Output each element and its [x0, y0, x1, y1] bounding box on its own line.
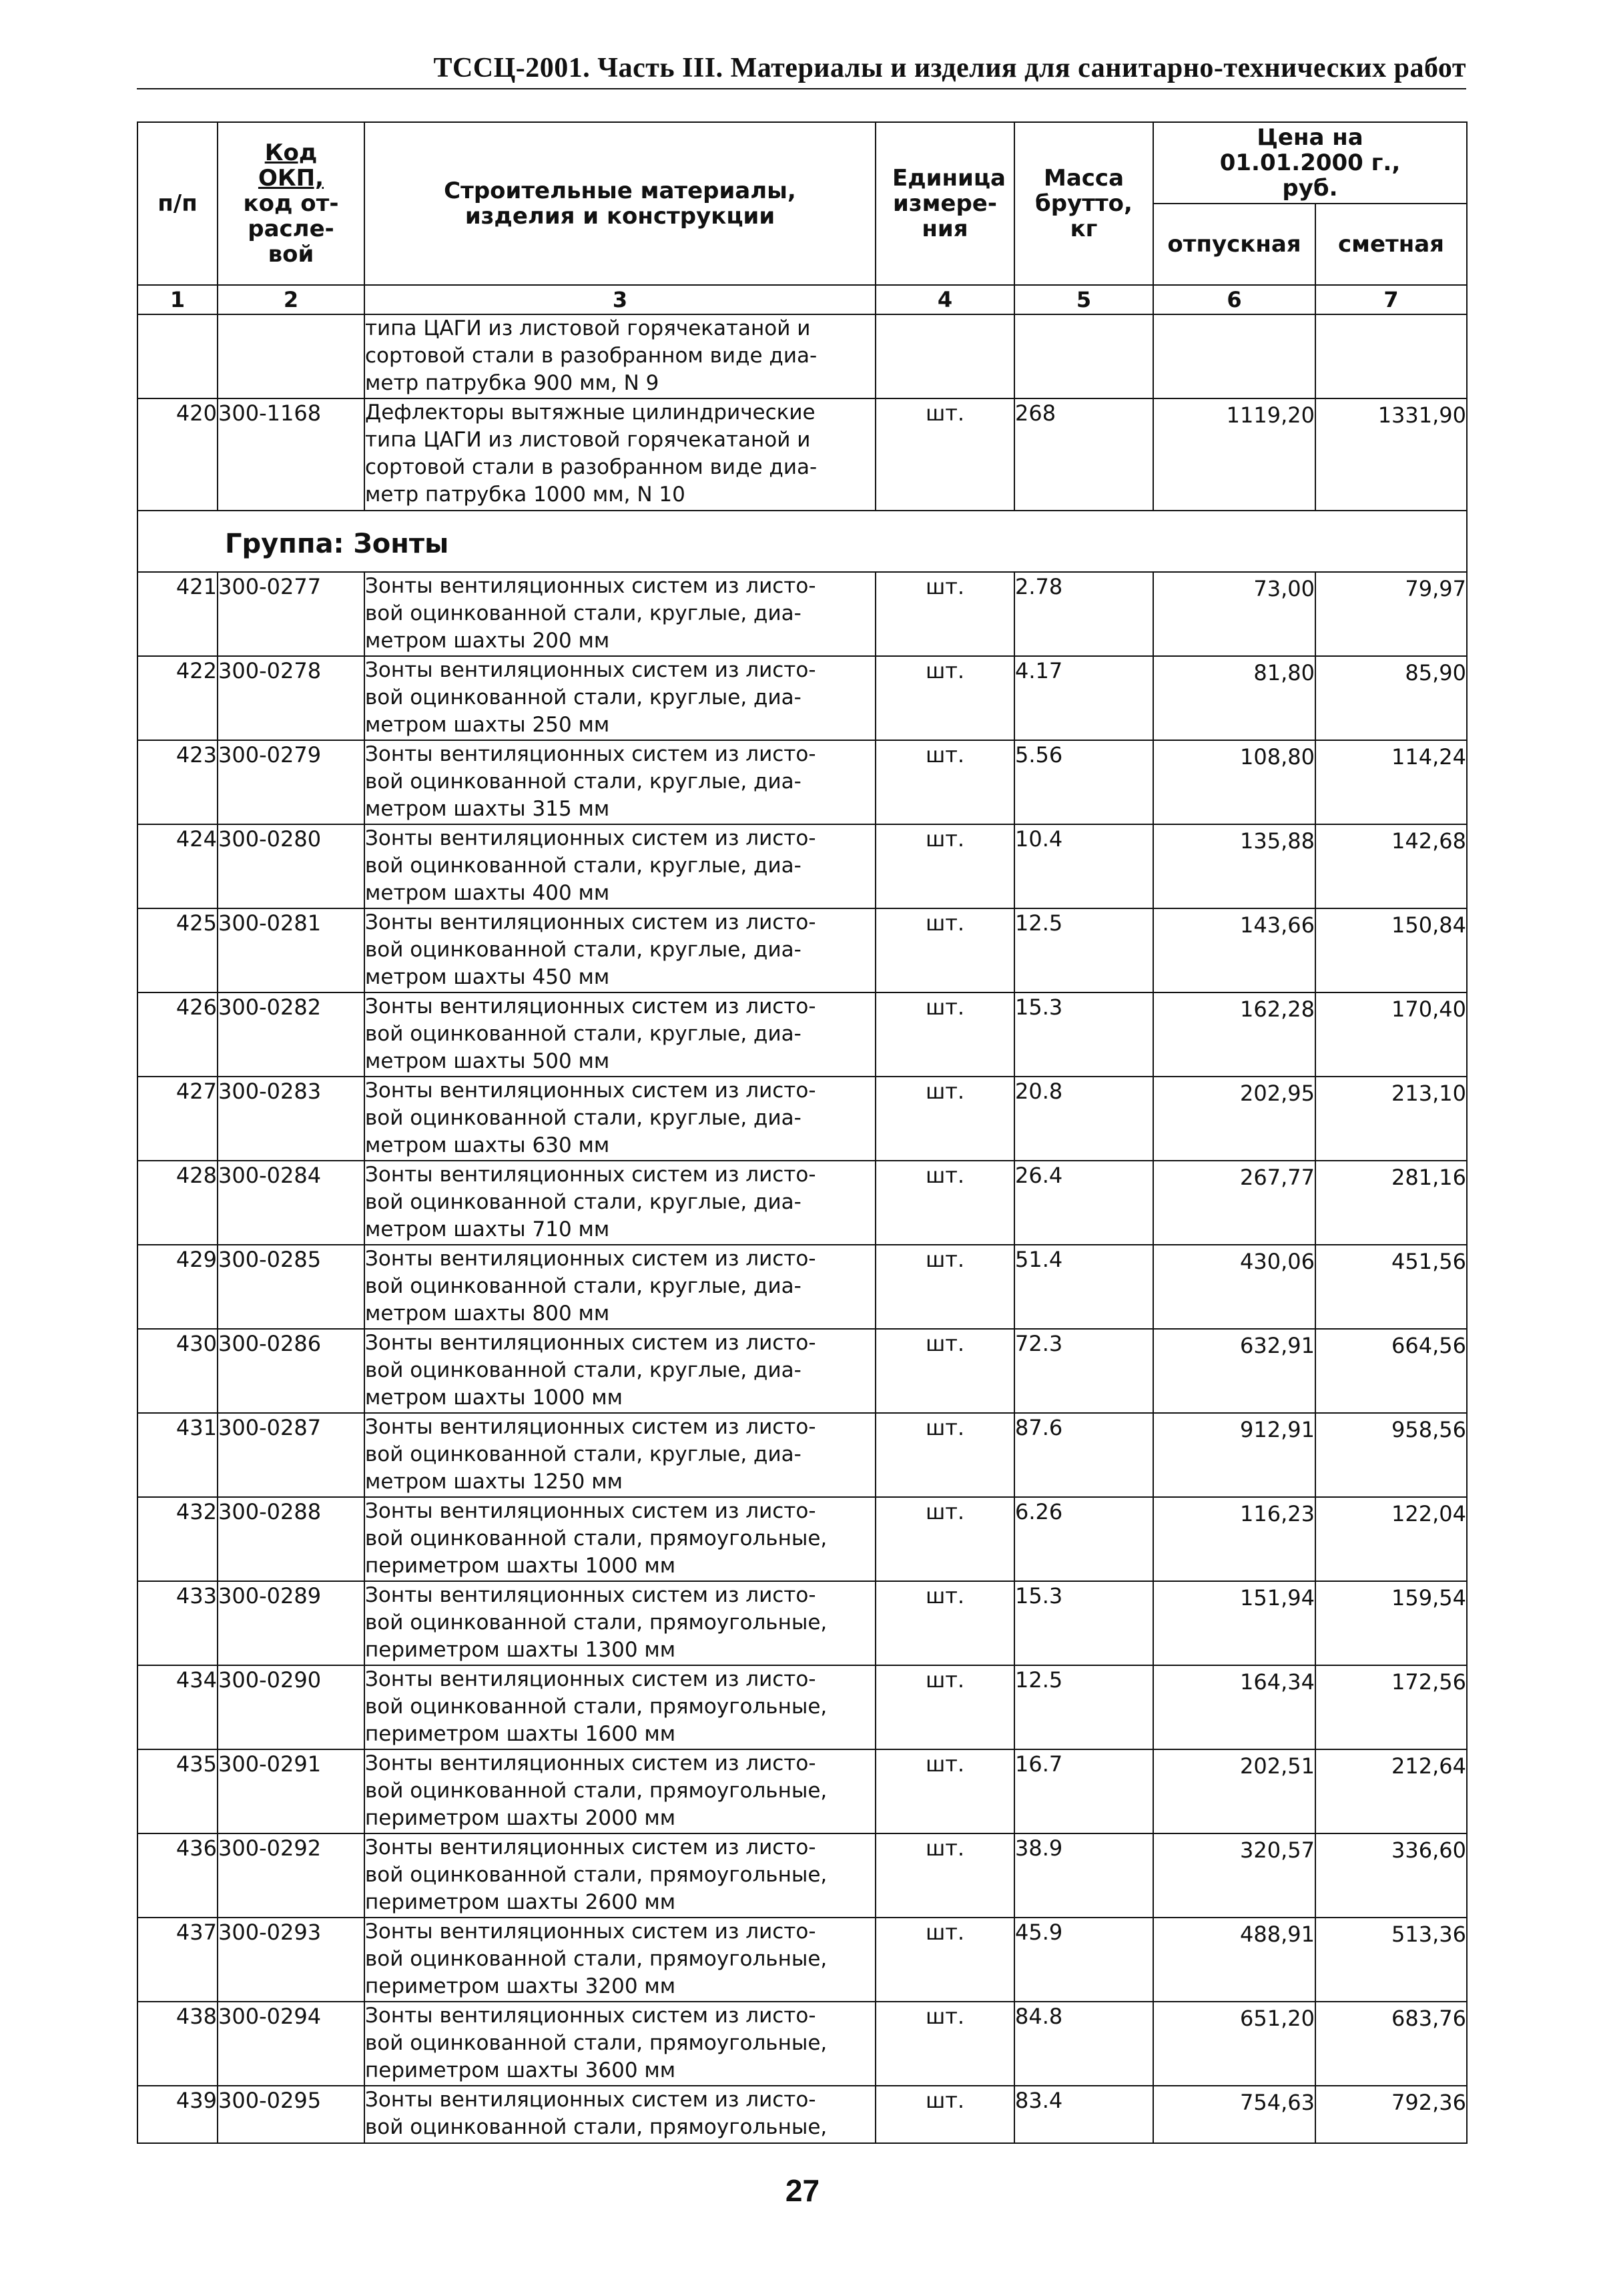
row-code: 300-0295 — [218, 2086, 364, 2143]
row-description — [364, 1245, 876, 1329]
row-price-estimate: 281,16 — [1315, 1161, 1467, 1245]
row-unit: шт. — [876, 824, 1014, 908]
description-line: периметром шахты 2000 мм — [365, 1806, 676, 1830]
table-row — [137, 2086, 1467, 2143]
table-row — [137, 908, 1467, 992]
row-number: 435 — [137, 1749, 218, 1833]
table-row — [137, 1581, 1467, 1665]
row-unit: шт. — [876, 1077, 1014, 1161]
description-line: Дефлекторы вытяжные цилиндрические — [365, 400, 816, 424]
description-line: Зонты вентиляционных систем из листо- — [365, 1331, 816, 1355]
row-number: 427 — [137, 1077, 218, 1161]
row-mass: 6.26 — [1014, 1497, 1153, 1581]
row-description — [364, 314, 876, 398]
description-line: вой оцинкованной стали, круглые, диа- — [365, 1190, 801, 1214]
description-line: Зонты вентиляционных систем из листо- — [365, 1920, 816, 1944]
row-price-estimate: 150,84 — [1315, 908, 1467, 992]
row-code: 300-0288 — [218, 1497, 364, 1581]
header-num: п/п — [137, 122, 218, 285]
row-price-release: 632,91 — [1153, 1329, 1315, 1413]
row-unit: шт. — [876, 1329, 1014, 1413]
description-line: метром шахты 450 мм — [365, 965, 610, 989]
header-price-estimate: сметная — [1315, 204, 1467, 285]
table-header-row — [137, 122, 1467, 204]
row-code: 300-0279 — [218, 740, 364, 824]
table-row — [137, 1413, 1467, 1497]
row-description — [364, 1413, 876, 1497]
description-line: периметром шахты 1600 мм — [365, 1722, 676, 1746]
row-code: 300-1168 — [218, 398, 364, 511]
description-line: периметром шахты 3600 мм — [365, 2058, 676, 2082]
row-description — [364, 1161, 876, 1245]
header-code-line2: ОКП, — [258, 165, 324, 192]
row-mass: 72.3 — [1014, 1329, 1153, 1413]
description-line: Зонты вентиляционных систем из листо- — [365, 1583, 816, 1607]
table-row — [137, 1749, 1467, 1833]
header-code — [218, 122, 364, 285]
row-mass: 16.7 — [1014, 1749, 1153, 1833]
column-number: 1 — [137, 285, 218, 314]
header-mass: Масса брутто, кг — [1014, 122, 1153, 285]
group-row — [137, 511, 1467, 572]
description-line: вой оцинкованной стали, круглые, диа- — [365, 1358, 801, 1382]
row-price-estimate: 85,90 — [1315, 656, 1467, 740]
table-row-continuation — [137, 314, 1467, 398]
row-price-estimate: 79,97 — [1315, 572, 1467, 656]
row-description — [364, 1581, 876, 1665]
description-line: вой оцинкованной стали, прямоугольные, — [365, 1526, 828, 1550]
row-price-estimate: 212,64 — [1315, 1749, 1467, 1833]
row-unit: шт. — [876, 1413, 1014, 1497]
row-unit: шт. — [876, 1918, 1014, 2002]
row-mass: 12.5 — [1014, 1665, 1153, 1749]
description-line: периметром шахты 1000 мм — [365, 1554, 676, 1578]
row-description — [364, 824, 876, 908]
running-header: ТССЦ-2001. Часть III. Материалы и изделия для санитарно-технических работ — [433, 53, 1466, 83]
row-price-estimate: 958,56 — [1315, 1413, 1467, 1497]
row-code: 300-0277 — [218, 572, 364, 656]
table-row — [137, 572, 1467, 656]
description-line: сортовой стали в разобранном виде диа- — [365, 344, 818, 368]
description-line: Зонты вентиляционных систем из листо- — [365, 2088, 816, 2112]
description-line: вой оцинкованной стали, круглые, диа- — [365, 1106, 801, 1130]
row-price-release: 151,94 — [1153, 1581, 1315, 1665]
table-row — [137, 1161, 1467, 1245]
description-line: Зонты вентиляционных систем из листо- — [365, 574, 816, 598]
description-line: метром шахты 1250 мм — [365, 1470, 623, 1494]
row-price-release: 135,88 — [1153, 824, 1315, 908]
description-line: вой оцинкованной стали, прямоугольные, — [365, 2031, 828, 2055]
row-description — [364, 2086, 876, 2143]
header-code-line4: расле- — [248, 216, 334, 242]
row-unit: шт. — [876, 1749, 1014, 1833]
row-number: 439 — [137, 2086, 218, 2143]
row-number: 426 — [137, 992, 218, 1077]
row-number: 432 — [137, 1497, 218, 1581]
row-unit: шт. — [876, 2086, 1014, 2143]
group-label: Группа: Зонты — [225, 529, 449, 559]
description-line: вой оцинкованной стали, круглые, диа- — [365, 770, 801, 794]
row-code: 300-0289 — [218, 1581, 364, 1665]
description-line: периметром шахты 3200 мм — [365, 1974, 676, 1998]
description-line: вой оцинкованной стали, круглые, диа- — [365, 1442, 801, 1466]
row-unit: шт. — [876, 1161, 1014, 1245]
row-price-estimate: 213,10 — [1315, 1077, 1467, 1161]
row-price-release: 320,57 — [1153, 1833, 1315, 1918]
description-line: метром шахты 400 мм — [365, 881, 610, 905]
row-description — [364, 1918, 876, 2002]
description-line: Зонты вентиляционных систем из листо- — [365, 1667, 816, 1691]
row-mass: 15.3 — [1014, 992, 1153, 1077]
header-unit: Единица измере-ния — [876, 122, 1014, 285]
row-price-release: 430,06 — [1153, 1245, 1315, 1329]
row-mass: 87.6 — [1014, 1413, 1153, 1497]
description-line: Зонты вентиляционных систем из листо- — [365, 826, 816, 850]
row-code: 300-0292 — [218, 1833, 364, 1918]
row-description — [364, 656, 876, 740]
description-line: вой оцинкованной стали, прямоугольные, — [365, 1863, 828, 1887]
table-row — [137, 398, 1467, 511]
column-number: 7 — [1315, 285, 1467, 314]
row-price-estimate: 683,76 — [1315, 2002, 1467, 2086]
row-price-estimate: 336,60 — [1315, 1833, 1467, 1918]
row-description — [364, 1665, 876, 1749]
description-line: вой оцинкованной стали, круглые, диа- — [365, 601, 801, 625]
row-number: 422 — [137, 656, 218, 740]
row-unit: шт. — [876, 908, 1014, 992]
row-price-release: 488,91 — [1153, 1918, 1315, 2002]
column-number-row — [137, 285, 1467, 314]
row-price-estimate: 513,36 — [1315, 1918, 1467, 2002]
row-mass: 15.3 — [1014, 1581, 1153, 1665]
row-price-estimate: 170,40 — [1315, 992, 1467, 1077]
description-line: Зонты вентиляционных систем из листо- — [365, 1835, 816, 1859]
row-price-estimate: 172,56 — [1315, 1665, 1467, 1749]
row-description — [364, 1077, 876, 1161]
description-line: Зонты вентиляционных систем из листо- — [365, 910, 816, 934]
description-line: вой оцинкованной стали, круглые, диа- — [365, 685, 801, 709]
row-mass: 20.8 — [1014, 1077, 1153, 1161]
row-price-release: 116,23 — [1153, 1497, 1315, 1581]
row-description — [364, 1833, 876, 1918]
description-line: Зонты вентиляционных систем из листо- — [365, 2004, 816, 2028]
header-rule — [137, 88, 1466, 89]
description-line: вой оцинкованной стали, круглые, диа- — [365, 1274, 801, 1298]
row-unit: шт. — [876, 1497, 1014, 1581]
row-mass: 268 — [1014, 398, 1153, 511]
materials-table — [137, 121, 1468, 2144]
row-description — [364, 740, 876, 824]
row-code: 300-0280 — [218, 824, 364, 908]
row-unit: шт. — [876, 740, 1014, 824]
row-code: 300-0287 — [218, 1413, 364, 1497]
row-unit: шт. — [876, 1833, 1014, 1918]
description-line: Зонты вентиляционных систем из листо- — [365, 1247, 816, 1271]
row-price-estimate: 122,04 — [1315, 1497, 1467, 1581]
row-price-estimate: 159,54 — [1315, 1581, 1467, 1665]
table-row — [137, 1077, 1467, 1161]
row-price-release: 267,77 — [1153, 1161, 1315, 1245]
row-number: 420 — [137, 398, 218, 511]
description-line: метром шахты 200 мм — [365, 629, 610, 653]
table-row — [137, 824, 1467, 908]
row-unit: шт. — [876, 2002, 1014, 2086]
row-price-release: 202,95 — [1153, 1077, 1315, 1161]
description-line: Зонты вентиляционных систем из листо- — [365, 1415, 816, 1439]
row-description — [364, 992, 876, 1077]
description-line: вой оцинкованной стали, прямоугольные, — [365, 1947, 828, 1971]
row-price-estimate: 114,24 — [1315, 740, 1467, 824]
column-number: 4 — [876, 285, 1014, 314]
row-number: 428 — [137, 1161, 218, 1245]
row-mass: 84.8 — [1014, 2002, 1153, 2086]
description-line: периметром шахты 2600 мм — [365, 1890, 676, 1914]
row-unit: шт. — [876, 572, 1014, 656]
table-row — [137, 740, 1467, 824]
row-price-release: 108,80 — [1153, 740, 1315, 824]
description-line: периметром шахты 1300 мм — [365, 1638, 676, 1662]
row-price-release: 73,00 — [1153, 572, 1315, 656]
description-line: Зонты вентиляционных систем из листо- — [365, 742, 816, 766]
row-code: 300-0294 — [218, 2002, 364, 2086]
row-description — [364, 2002, 876, 2086]
row-number: 430 — [137, 1329, 218, 1413]
row-code: 300-0283 — [218, 1077, 364, 1161]
row-number: 433 — [137, 1581, 218, 1665]
description-line: типа ЦАГИ из листовой горячекатаной и — [365, 428, 811, 452]
row-price-estimate: 451,56 — [1315, 1245, 1467, 1329]
description-line: метром шахты 1000 мм — [365, 1386, 623, 1410]
row-unit: шт. — [876, 398, 1014, 511]
row-price-release: 202,51 — [1153, 1749, 1315, 1833]
column-number: 3 — [364, 285, 876, 314]
row-mass: 45.9 — [1014, 1918, 1153, 2002]
row-number: 431 — [137, 1413, 218, 1497]
row-mass: 10.4 — [1014, 824, 1153, 908]
row-description — [364, 1497, 876, 1581]
row-unit: шт. — [876, 656, 1014, 740]
row-mass: 12.5 — [1014, 908, 1153, 992]
row-code: 300-0285 — [218, 1245, 364, 1329]
table-row — [137, 1918, 1467, 2002]
row-price-estimate: 664,56 — [1315, 1329, 1467, 1413]
description-line: вой оцинкованной стали, круглые, диа- — [365, 938, 801, 962]
row-price-release: 912,91 — [1153, 1413, 1315, 1497]
description-line: метром шахты 315 мм — [365, 797, 610, 821]
description-line: вой оцинкованной стали, круглые, диа- — [365, 854, 801, 878]
row-price-estimate: 142,68 — [1315, 824, 1467, 908]
table-row — [137, 992, 1467, 1077]
row-code: 300-0291 — [218, 1749, 364, 1833]
row-code: 300-0286 — [218, 1329, 364, 1413]
description-line: метром шахты 710 мм — [365, 1217, 610, 1241]
description-line: метром шахты 500 мм — [365, 1049, 610, 1073]
row-price-release: 81,80 — [1153, 656, 1315, 740]
row-unit: шт. — [876, 1581, 1014, 1665]
table-row — [137, 656, 1467, 740]
description-line: Зонты вентиляционных систем из листо- — [365, 658, 816, 682]
rows-body — [137, 572, 1467, 2086]
row-number: 434 — [137, 1665, 218, 1749]
table-row — [137, 2002, 1467, 2086]
row-mass: 5.56 — [1014, 740, 1153, 824]
row-mass: 26.4 — [1014, 1161, 1153, 1245]
row-number: 421 — [137, 572, 218, 656]
row-unit: шт. — [876, 992, 1014, 1077]
description-line: Зонты вентиляционных систем из листо- — [365, 1079, 816, 1103]
row-number: 436 — [137, 1833, 218, 1918]
row-price-release: 651,20 — [1153, 2002, 1315, 2086]
row-price-release: 164,34 — [1153, 1665, 1315, 1749]
row-price-estimate: 792,36 — [1315, 2086, 1467, 2143]
description-line: метр патрубка 900 мм, N 9 — [365, 371, 659, 395]
row-unit: шт. — [876, 1245, 1014, 1329]
row-code: 300-0278 — [218, 656, 364, 740]
row-price-release: 143,66 — [1153, 908, 1315, 992]
row-number: 429 — [137, 1245, 218, 1329]
description-line: Зонты вентиляционных систем из листо- — [365, 994, 816, 1019]
row-number: 438 — [137, 2002, 218, 2086]
row-description — [364, 1329, 876, 1413]
row-price-release: 1119,20 — [1153, 398, 1315, 511]
row-number: 437 — [137, 1918, 218, 2002]
column-number: 6 — [1153, 285, 1315, 314]
header-price-group: Цена на 01.01.2000 г., руб. — [1153, 122, 1467, 204]
row-description — [364, 398, 876, 511]
row-code: 300-0282 — [218, 992, 364, 1077]
table-row — [137, 1245, 1467, 1329]
header-code-line1: Код — [264, 139, 318, 166]
description-line: метр патрубка 1000 мм, N 10 — [365, 483, 685, 507]
header-code-line5: вой — [268, 241, 314, 268]
table-row — [137, 1665, 1467, 1749]
row-mass: 38.9 — [1014, 1833, 1153, 1918]
description-line: вой оцинкованной стали, прямоугольные, — [365, 1611, 828, 1635]
table-row — [137, 1833, 1467, 1918]
description-line: вой оцинкованной стали, прямоугольные, — [365, 1779, 828, 1803]
page-number: 27 — [785, 2173, 820, 2208]
column-number: 5 — [1014, 285, 1153, 314]
row-mass: 83.4 — [1014, 2086, 1153, 2143]
description-line: вой оцинкованной стали, прямоугольные, — [365, 1695, 828, 1719]
row-price-release: 754,63 — [1153, 2086, 1315, 2143]
row-mass: 51.4 — [1014, 1245, 1153, 1329]
row-unit: шт. — [876, 1665, 1014, 1749]
description-line: Зонты вентиляционных систем из листо- — [365, 1499, 816, 1523]
description-line: вой оцинкованной стали, прямоугольные, — [365, 2115, 828, 2139]
table-row — [137, 1329, 1467, 1413]
row-description — [364, 908, 876, 992]
row-mass: 4.17 — [1014, 656, 1153, 740]
description-line: типа ЦАГИ из листовой горячекатаной и — [365, 316, 811, 340]
header-code-line3: код от- — [243, 190, 339, 217]
row-description — [364, 572, 876, 656]
description-line: Зонты вентиляционных систем из листо- — [365, 1163, 816, 1187]
table-row — [137, 1497, 1467, 1581]
description-line: метром шахты 630 мм — [365, 1133, 610, 1157]
row-mass: 2.78 — [1014, 572, 1153, 656]
column-number: 2 — [218, 285, 364, 314]
row-code: 300-0281 — [218, 908, 364, 992]
row-price-estimate: 1331,90 — [1315, 398, 1467, 511]
description-line: метром шахты 250 мм — [365, 713, 610, 737]
row-description — [364, 1749, 876, 1833]
row-number: 425 — [137, 908, 218, 992]
row-number: 424 — [137, 824, 218, 908]
header-name: Строительные материалы, изделия и конструкции — [364, 122, 876, 285]
header-price-release: отпускная — [1153, 204, 1315, 285]
row-code: 300-0284 — [218, 1161, 364, 1245]
description-line: вой оцинкованной стали, круглые, диа- — [365, 1022, 801, 1046]
row-code: 300-0293 — [218, 1918, 364, 2002]
row-price-release: 162,28 — [1153, 992, 1315, 1077]
description-line: Зонты вентиляционных систем из листо- — [365, 1751, 816, 1775]
row-number: 423 — [137, 740, 218, 824]
row-code: 300-0290 — [218, 1665, 364, 1749]
description-line: сортовой стали в разобранном виде диа- — [365, 455, 818, 479]
description-line: метром шахты 800 мм — [365, 1302, 610, 1326]
